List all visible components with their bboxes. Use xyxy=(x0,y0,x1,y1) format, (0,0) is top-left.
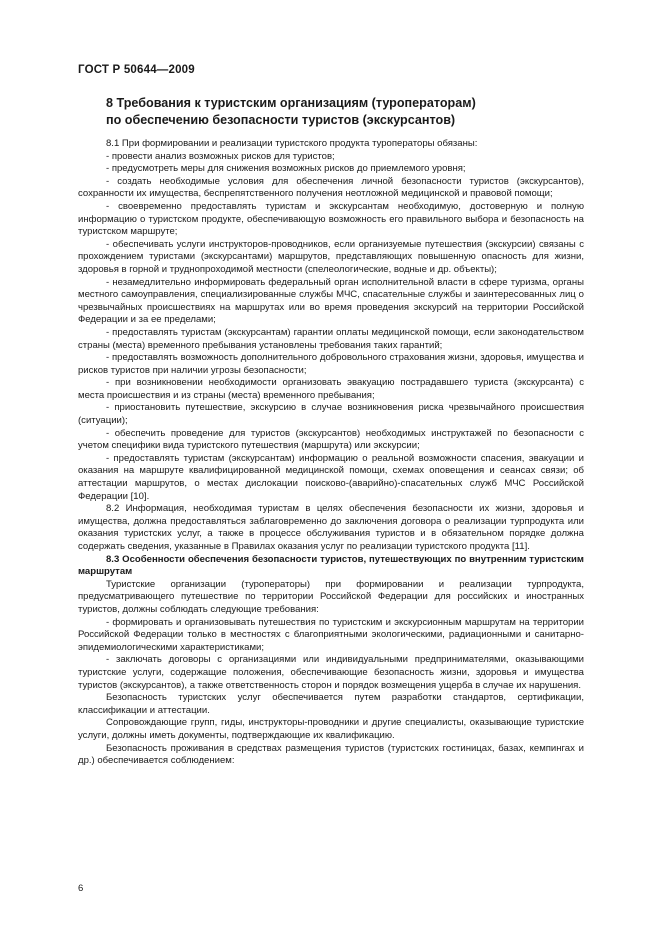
list-item: - предоставлять возможность дополнительного добровольного страхования жизни, здоровья, имущества и рисков туристов при наличии угрозы безопасности; xyxy=(78,352,584,376)
list-item: - заключать договоры с организациями или индивидуальными предпринимателями, оказывающими туристские услуги, содержащие положения, обеспечивающие безопасность жизни, здоровья и имущества туристов (экскурсантов), а также ответственность сторон и порядок возмещения ущерба в случае их нарушения. xyxy=(78,654,584,691)
document-body xyxy=(78,138,584,768)
subsection-8-3-heading: 8.3 Особенности обеспечения безопасности туристов, путешествующих по внутренним туристским маршрутам xyxy=(78,553,584,578)
list-item: - создать необходимые условия для обеспечения личной безопасности туристов (экскурсантов), сохранности их имущества, беспрепятственного получения неотложной медицинской и правовой помощи; xyxy=(78,175,584,200)
list-item: - обеспечивать услуги инструкторов-проводников, если организуемые путешествия (экскурсии) связаны с прохождением туристами (экскурсантами) маршрутов, представляющих повышенную опасность для жизни, здоровья в горной и труднопроходимой местности (спелеологические, водные и др. объекты); xyxy=(78,238,584,275)
list-item: - предоставлять туристам (экскурсантам) информацию о реальной возможности спасения, эвакуации и оказания на маршруте квалифицированной медицинской помощи, схемах оповещения и сеансах связи; об аттестации маршрутов, о местах дислокации поисково-(аварийно)-спасательных служб МЧС Российской Федерации [10]. xyxy=(78,452,584,502)
paragraph: Сопровождающие групп, гиды, инструкторы-проводники и другие специалисты, оказывающие туристские услуги, должны иметь документы, подтверждающие их квалификацию. xyxy=(78,717,584,741)
list-item: - приостановить путешествие, экскурсию в случае возникновения риска чрезвычайного происшествия (ситуации); xyxy=(78,402,584,427)
paragraph-8-2: 8.2 Информация, необходимая туристам в целях обеспечения безопасности их жизни, здоровья и имущества, должна предоставляться заблаговременно до заключения договора о реализации турпродукта или оказания туристских услуг, а также в процессе обслуживания туристов и в обязательном порядке должна содержать сведения, указанные в Правилах оказания услуг по реализации туристского продукта [11]. xyxy=(78,503,584,552)
list-item: - при возникновении необходимости организовать эвакуацию пострадавшего туриста (экскурсанта) с места происшествия и из страны (места) временного пребывания; xyxy=(78,377,584,401)
list-item: - формировать и организовывать путешествия по туристским и экскурсионным маршрутам на территории Российской Федерации только в местностях с благоприятными экологическими, радиационными и санитарно-эпидемиологическими характеристиками; xyxy=(78,616,584,653)
page-number: 6 xyxy=(78,883,84,894)
section-title xyxy=(106,95,566,129)
section-title-line: 8 Требования к туристским организациям (туроператорам) xyxy=(106,96,476,110)
paragraph-8-1: 8.1 При формировании и реализации туристского продукта туроператоры обязаны: xyxy=(106,138,478,149)
list-item: - провести анализ возможных рисков для туристов; xyxy=(106,150,335,162)
section-title-line: по обеспечению безопасности туристов (экскурсантов) xyxy=(106,113,456,127)
paragraph: Туристские организации (туроператоры) при формировании и реализации турпродукта, предусматривающего путешествие по территории Российской Федерации для российских и иностранных туристов, должны соблюдать следующие требования: xyxy=(78,578,584,615)
list-item: - своевременно предоставлять туристам и экскурсантам необходимую, достоверную и полную информацию о туристском продукте, обеспечивающую возможность его правильного выбора и безопасность на туристском маршруте; xyxy=(78,200,584,238)
standard-header: ГОСТ Р 50644—2009 xyxy=(78,64,195,76)
list-item: - предоставлять туристам (экскурсантам) гарантии оплаты медицинской помощи, если законодательством страны (места) временного пребывания установлены требования таких гарантий; xyxy=(78,326,584,351)
list-item: - обеспечить проведение для туристов (экскурсантов) необходимых инструктажей по безопасности с учетом специфики вида туристского путешествия (маршрута) или экскурсии; xyxy=(78,427,584,452)
paragraph: Безопасность туристских услуг обеспечивается путем разработки стандартов, сертификации, классификации и аттестации. xyxy=(78,692,584,716)
paragraph: Безопасность проживания в средствах размещения туристов (туристских гостиницах, базах, кемпингах и др.) обеспечивается соблюдением: xyxy=(78,742,584,767)
list-item: - предусмотреть меры для снижения возможных рисков до приемлемого уровня; xyxy=(106,163,466,175)
list-item: - незамедлительно информировать федеральный орган исполнительной власти в сфере туризма, органы местного самоуправления, специализированные службы МЧС, спасательные службы и заинтересованных лиц о чрезвычайных происшествиях на маршрутах или во время проведения экскурсий на территории Российской Федерации и за ее пределами; xyxy=(78,276,584,326)
